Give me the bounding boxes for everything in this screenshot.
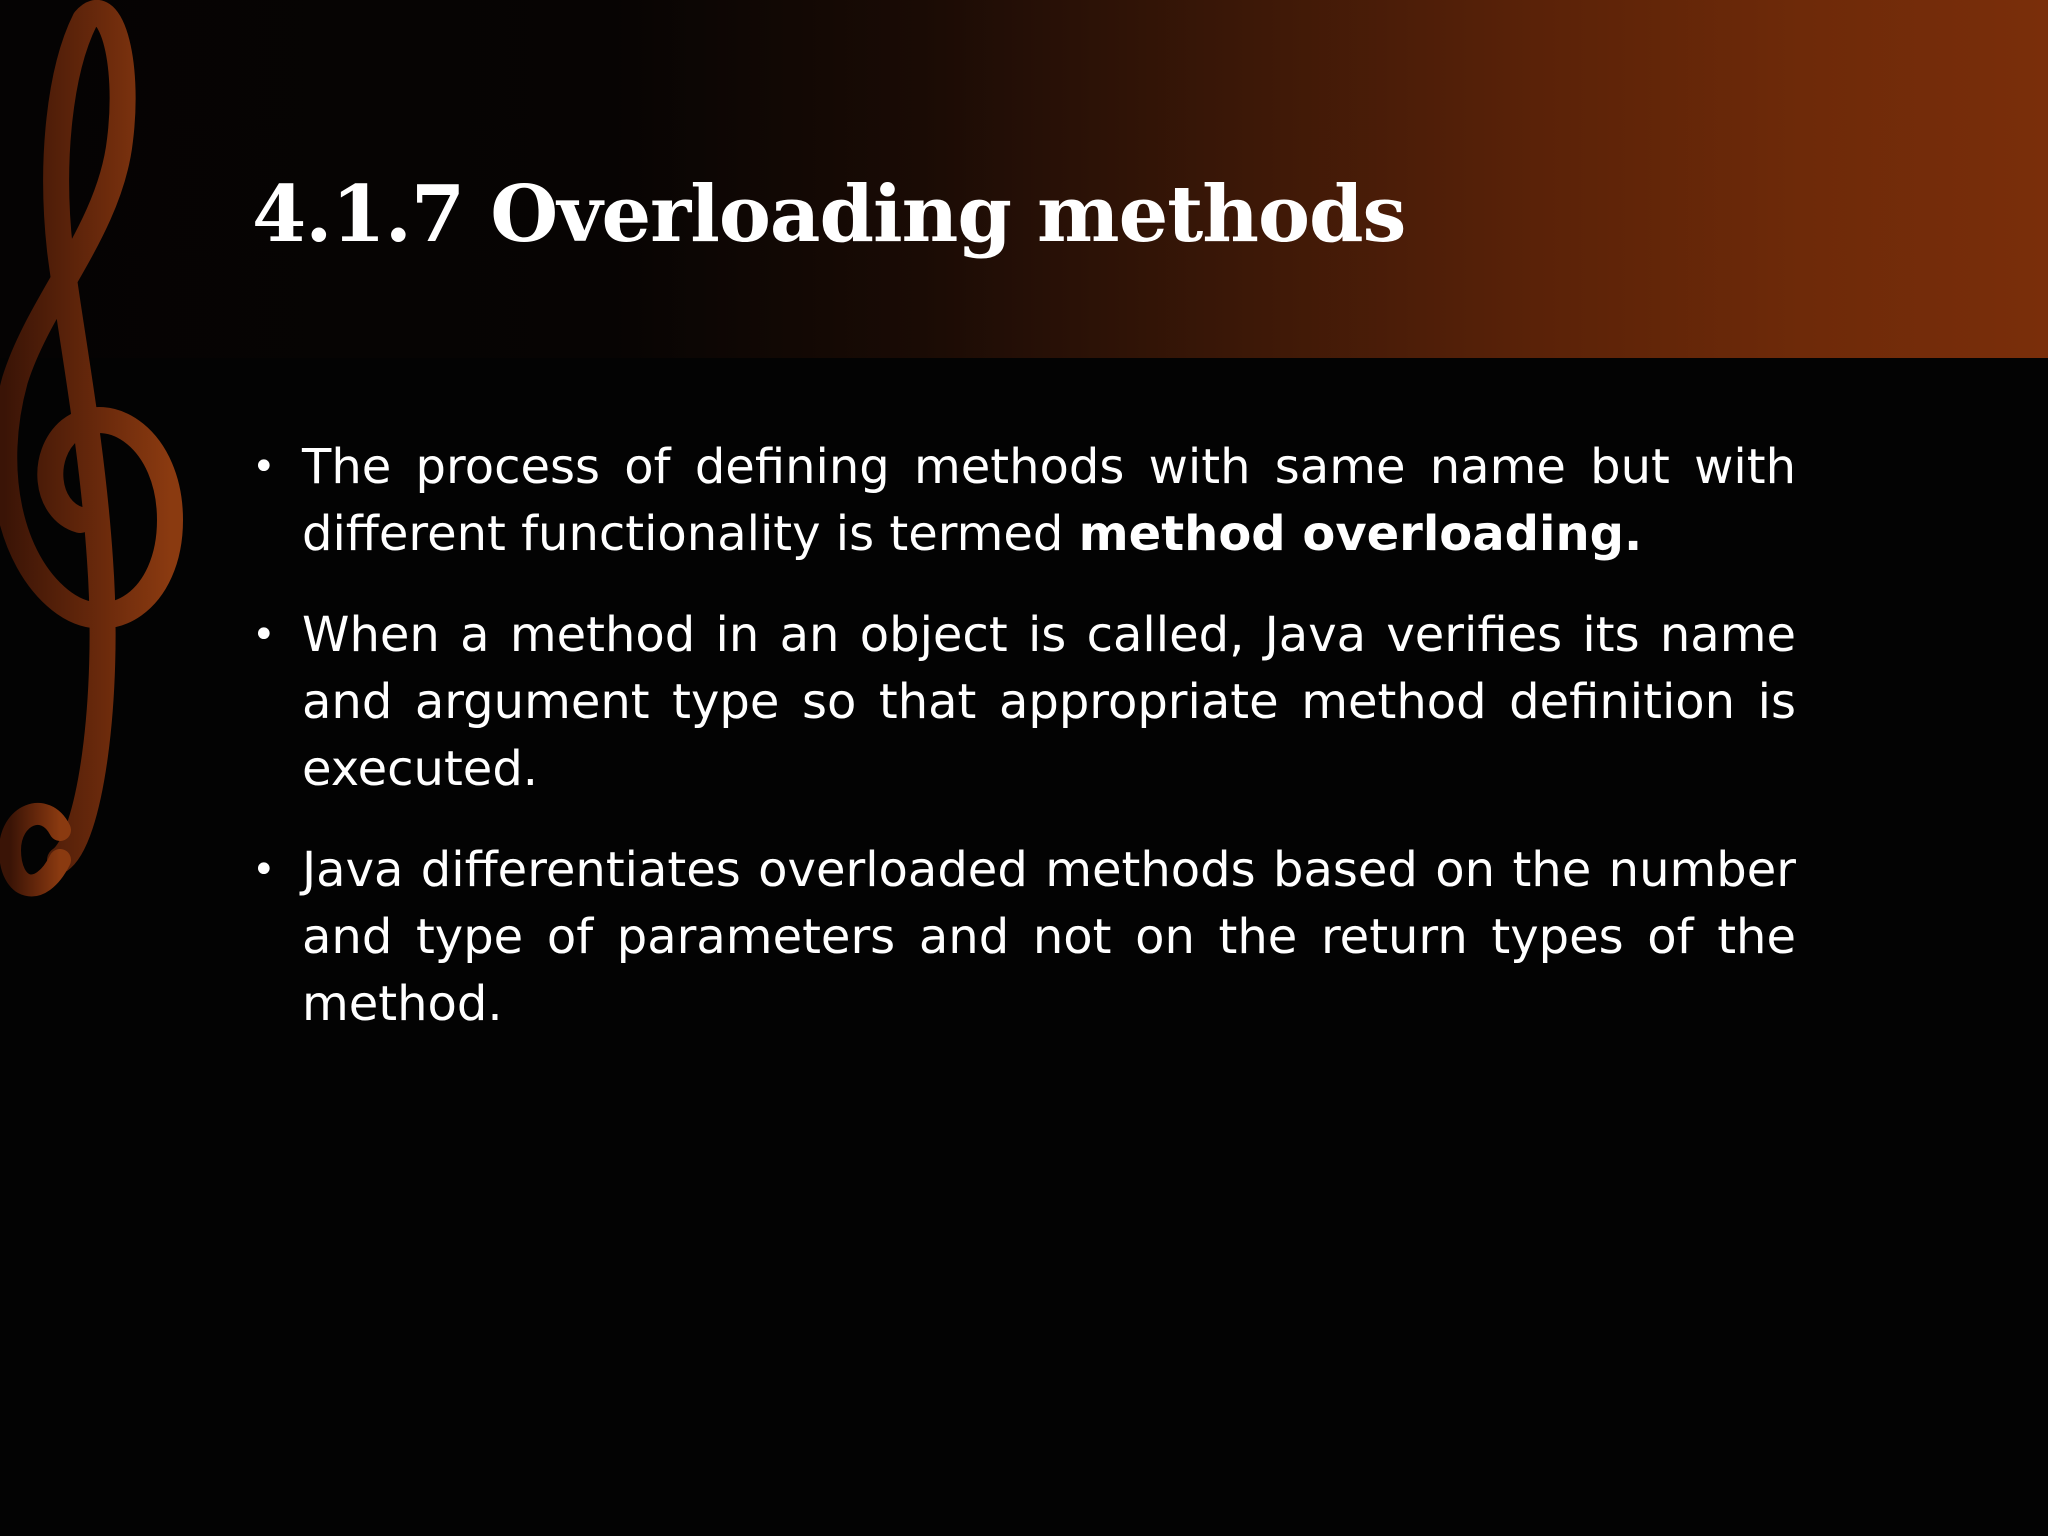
bullet-bold-term: method overloading. — [1078, 506, 1643, 562]
bullet-text: The process of defining methods with same name but with different functionality is termed — [302, 439, 1796, 562]
bullet-item — [252, 837, 1796, 1038]
bullet-item — [252, 434, 1796, 568]
bullet-dot-icon: • — [252, 612, 276, 658]
bullet-list — [252, 434, 1796, 1038]
bullet-text: When a method in an object is called, Java verifies its name and argument type so that appropriate method definition is executed. — [302, 607, 1796, 797]
bullet-item — [252, 602, 1796, 803]
bullet-dot-icon: • — [252, 847, 276, 893]
slide-content — [252, 434, 1796, 1072]
bullet-dot-icon: • — [252, 444, 276, 490]
bullet-text: Java differentiates overloaded methods based on the number and type of parameters and not on the return types of the method. — [302, 842, 1796, 1032]
treble-clef-icon — [0, 0, 190, 930]
slide-title: 4.1.7 Overloading methods — [252, 169, 1406, 260]
